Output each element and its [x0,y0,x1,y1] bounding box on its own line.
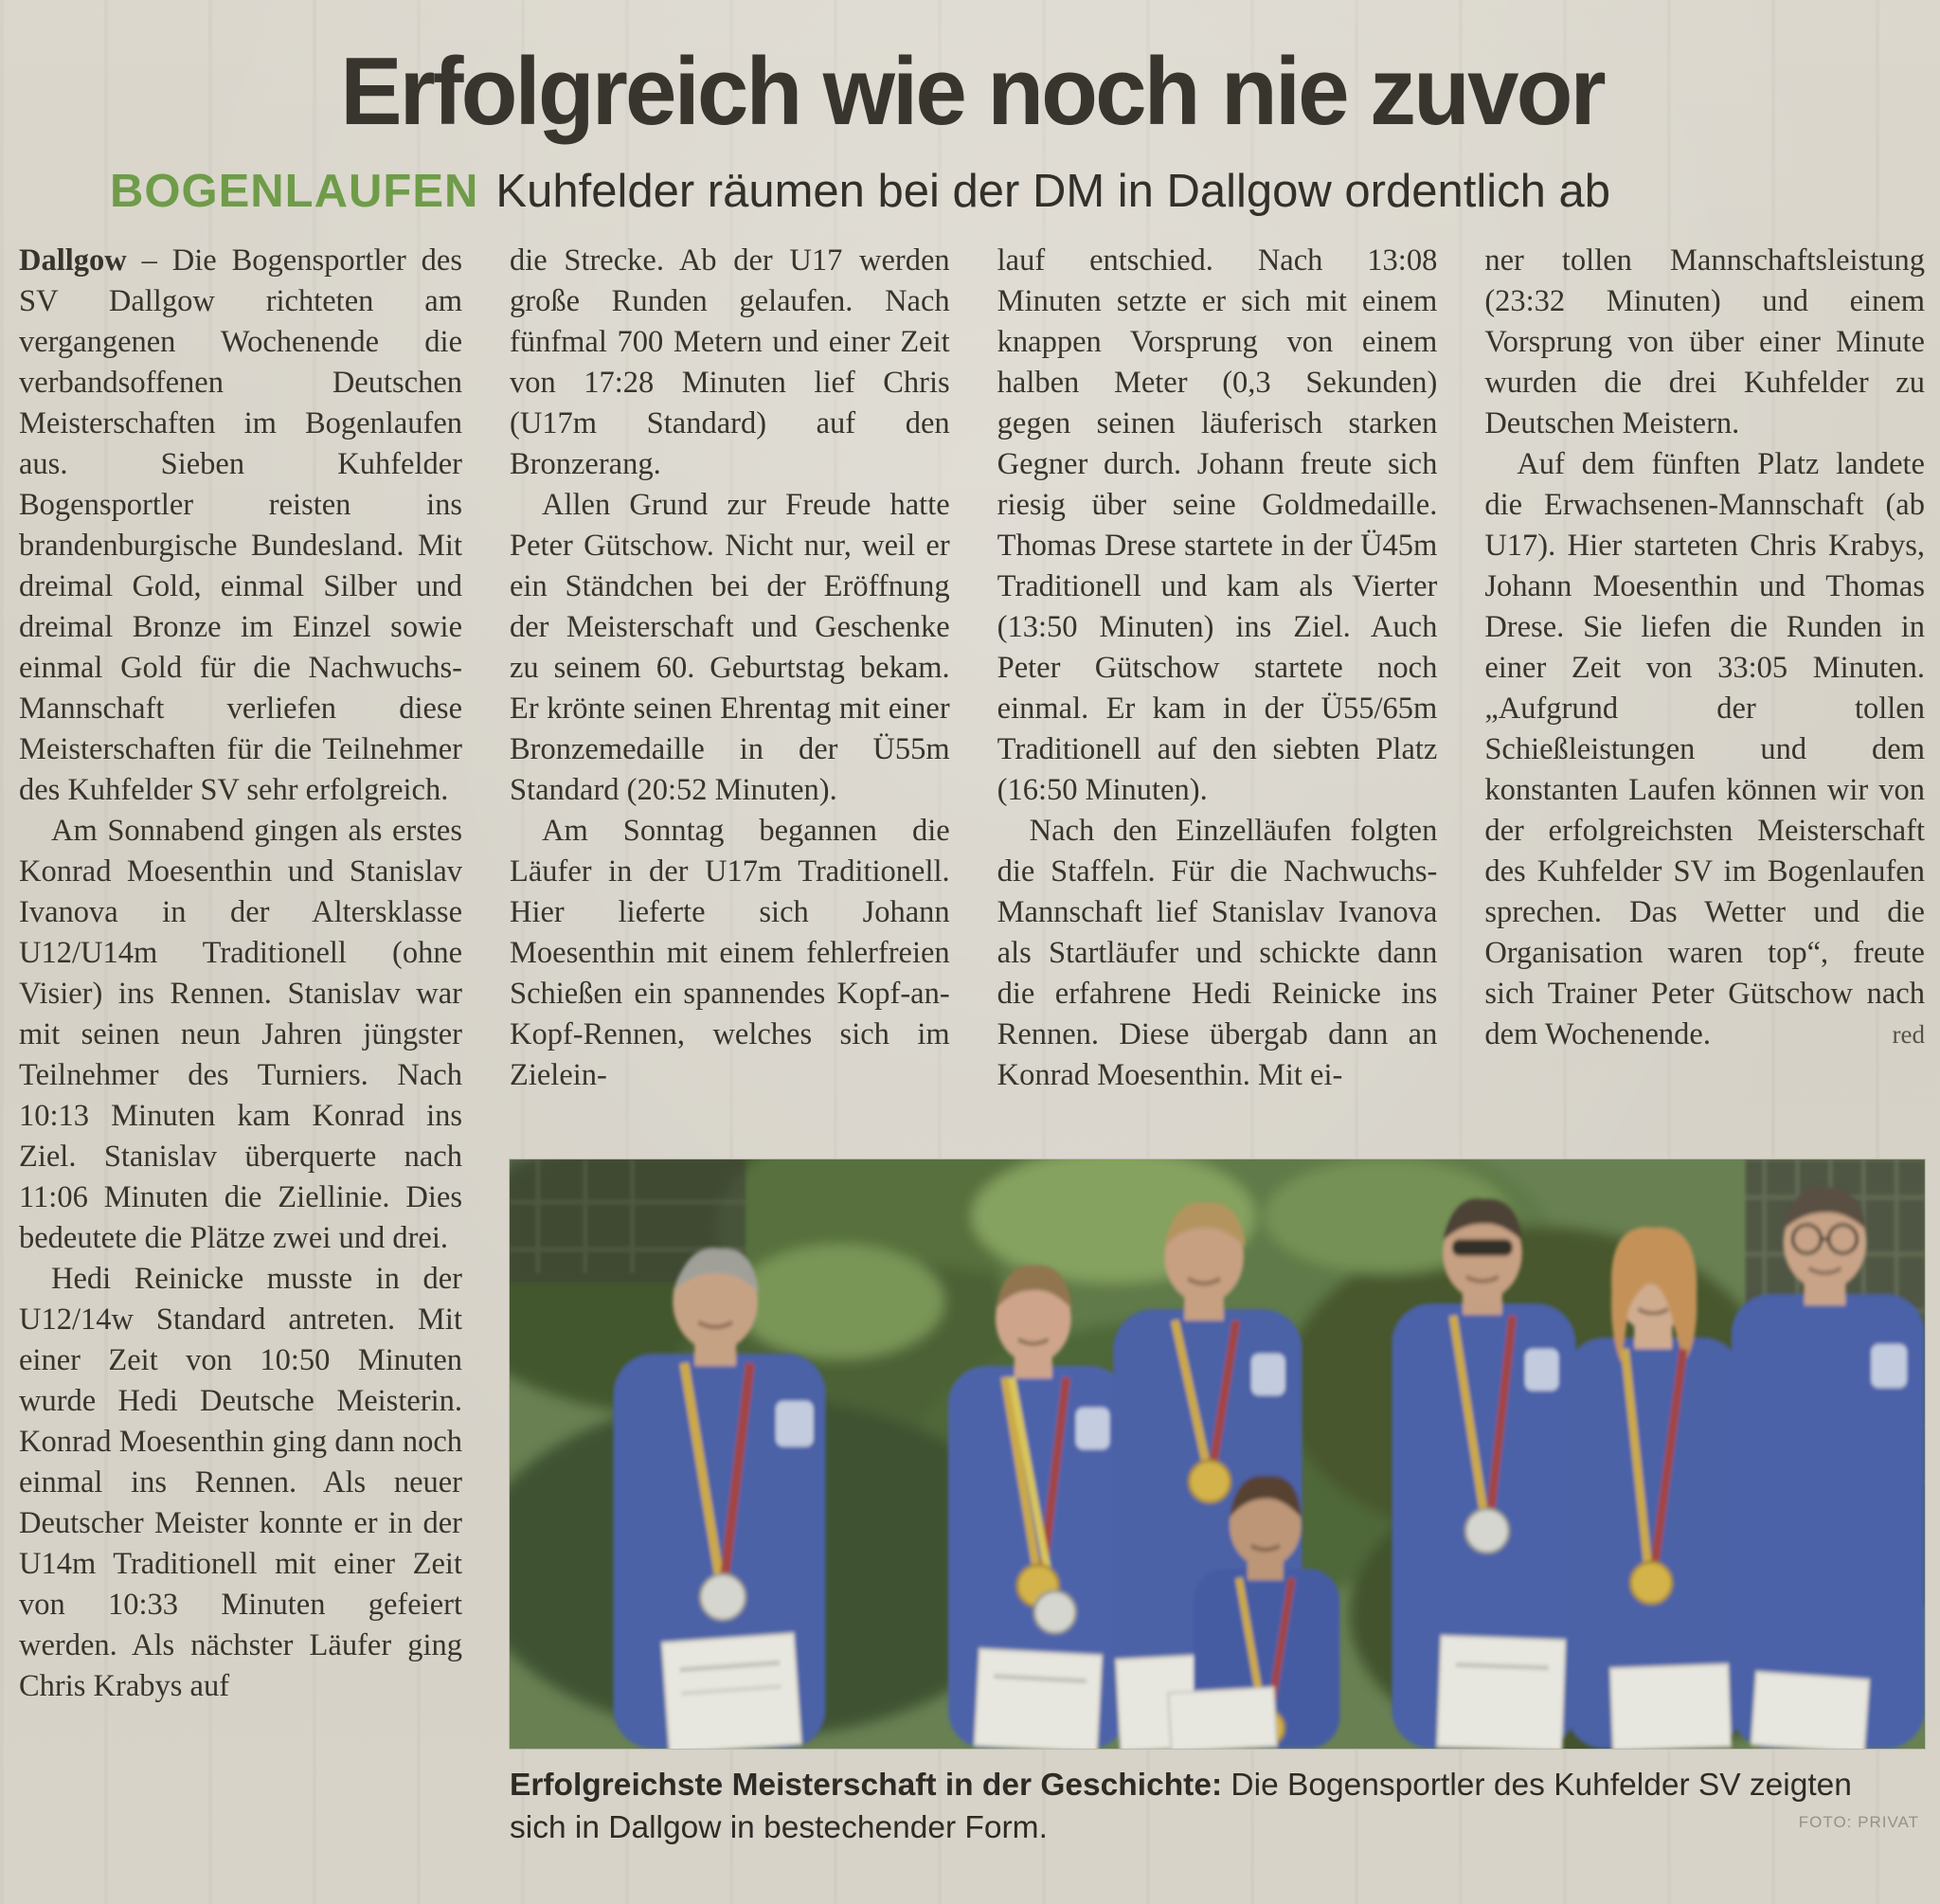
paragraph: die Strecke. Ab der U17 werden große Runden gelaufen. Nach fünfmal 700 Metern und einer Zeit von 17:28 Minuten lief Chris (U17m Standard) auf den Bronzerang. [510,243,950,481]
team-photo-figure [510,1159,1925,1849]
news-column-4 [1484,241,1925,1150]
author-signature: red [1892,1020,1925,1049]
paragraph: Am Sonnabend gingen als erstes Konrad Moesenthin und Stanislav Ivanova in der Altersklasse U12/U14m Traditionell (ohne Visier) ins Rennen. Stanislav war mit seinen neun Jahren jüngster Teilnehmer des Turniers. Nach 10:13 Minuten kam Konrad ins Ziel. Stanislav überquerte nach 11:06 Minuten die Ziellinie. Dies bedeutete die Plätze zwei und drei. [19,814,462,1255]
paragraph: ner tollen Mannschaftsleistung (23:32 Minuten) und einem Vorsprung von über einer Minute wurden die drei Kuhfelder zu Deutschen Meistern. [1484,243,1925,440]
paragraph: Dallgow – Die Bogensportler des SV Dallgow richteten am vergangenen Wochenende die verbandsoffenen Deutschen Meisterschaften im Bogenlaufen aus. Sieben Kuhfelder Bogensportler reisten ins brandenburgische Bundesland. Mit dreimal Gold, einmal Silber und dreimal Bronze im Einzel sowie einmal Gold für die Nachwuchs-Mannschaft verliefen diese Meisterschaften für die Teilnehmer des Kuhfelder SV sehr erfolgreich. [19,243,462,807]
paragraph: Am Sonntag begannen die Läufer in der U17m Traditionell. Hier lieferte sich Johann Moesenthin mit einem fehlerfreien Schießen ein spannendes Kopf-an-Kopf-Rennen, welches sich im Zielein- [510,814,950,1092]
article-body [19,241,1925,1849]
subhead-row [110,163,1925,220]
headline: Erfolgreich wie noch nie zuvor [340,39,1604,145]
article-columns-2-4 [510,241,1925,1150]
news-column-3 [997,241,1438,1150]
newsprint-overlay [510,1159,1925,1749]
caption-lead: Erfolgreichste Meisterschaft in der Geschichte: [510,1768,1223,1803]
paragraph: Nach den Einzelläufen folgten die Staffeln. Für die Nachwuchs-Mannschaft lief Stanislav Ivanova als Startläufer und schickte dann die erfahrene Hedi Reinicke ins Rennen. Diese übergab dann an Konrad Moesenthin. Mit ei- [997,814,1438,1092]
caption-text: Die Bogensportler des Kuhfelder SV zeigten sich in Dallgow in bestechender Form. [510,1768,1852,1845]
kicker-label: BOGENLAUFEN [110,166,479,217]
team-photo [510,1159,1925,1749]
subhead: Kuhfelder räumen bei der DM in Dallgow ordentlich ab [495,166,1611,217]
news-column-2 [510,241,950,1150]
paragraph: Hedi Reinicke musste in der U12/14w Standard antreten. Mit einer Zeit von 10:50 Minuten wurde Hedi Deutsche Meisterin. Konrad Moesenthin ging dann noch einmal ins Rennen. Als neuer Deutscher Meister konnte er in der U14m Traditionell mit einer Zeit von 10:33 Minuten gefeiert werden. Als nächster Läufer ging Chris Krabys auf [19,1262,462,1703]
photo-caption [510,1764,1925,1849]
photo-credit: FOTO: PRIVAT [1798,1813,1919,1831]
news-column-1 [19,241,462,1849]
dateline: Dallgow [19,243,127,278]
paragraph: Auf dem fünften Platz landete die Erwachsenen-Mannschaft (ab U17). Hier starteten Chris Krabys, Johann Moesenthin und Thomas Drese. Sie liefen die Runden in einer Zeit von 33:05 Minuten. „Aufgrund der tollen Schießleistungen und dem konstanten Laufen können wir von der erfolgreichsten Meisterschaft des Kuhfelder SV im Bogenlaufen sprechen. Das Wetter und die Organisation waren top“, freute sich Trainer Peter Gütschow nach dem Wochenende. red [1484,444,1925,1055]
paragraph: lauf entschied. Nach 13:08 Minuten setzte er sich mit einem knappen Vorsprung von einem halben Meter (0,3 Sekunden) gegen seinen läuferisch starken Gegner durch. Johann freute sich riesig über seine Goldmedaille. Thomas Drese startete in der Ü45m Traditionell und kam als Vierter (13:50 Minuten) ins Ziel. Auch Peter Gütschow startete noch einmal. Er kam in der Ü55/65m Traditionell auf den siebten Platz (16:50 Minuten). [997,243,1438,807]
article-right-zone [510,241,1925,1849]
paragraph: Allen Grund zur Freude hatte Peter Gütschow. Nicht nur, weil er ein Ständchen bei der Eröffnung der Meisterschaft und Geschenke zu seinem 60. Geburtstag bekam. Er krönte seinen Ehrentag mit einer Bronzemedaille in der Ü55m Standard (20:52 Minuten). [510,488,950,807]
